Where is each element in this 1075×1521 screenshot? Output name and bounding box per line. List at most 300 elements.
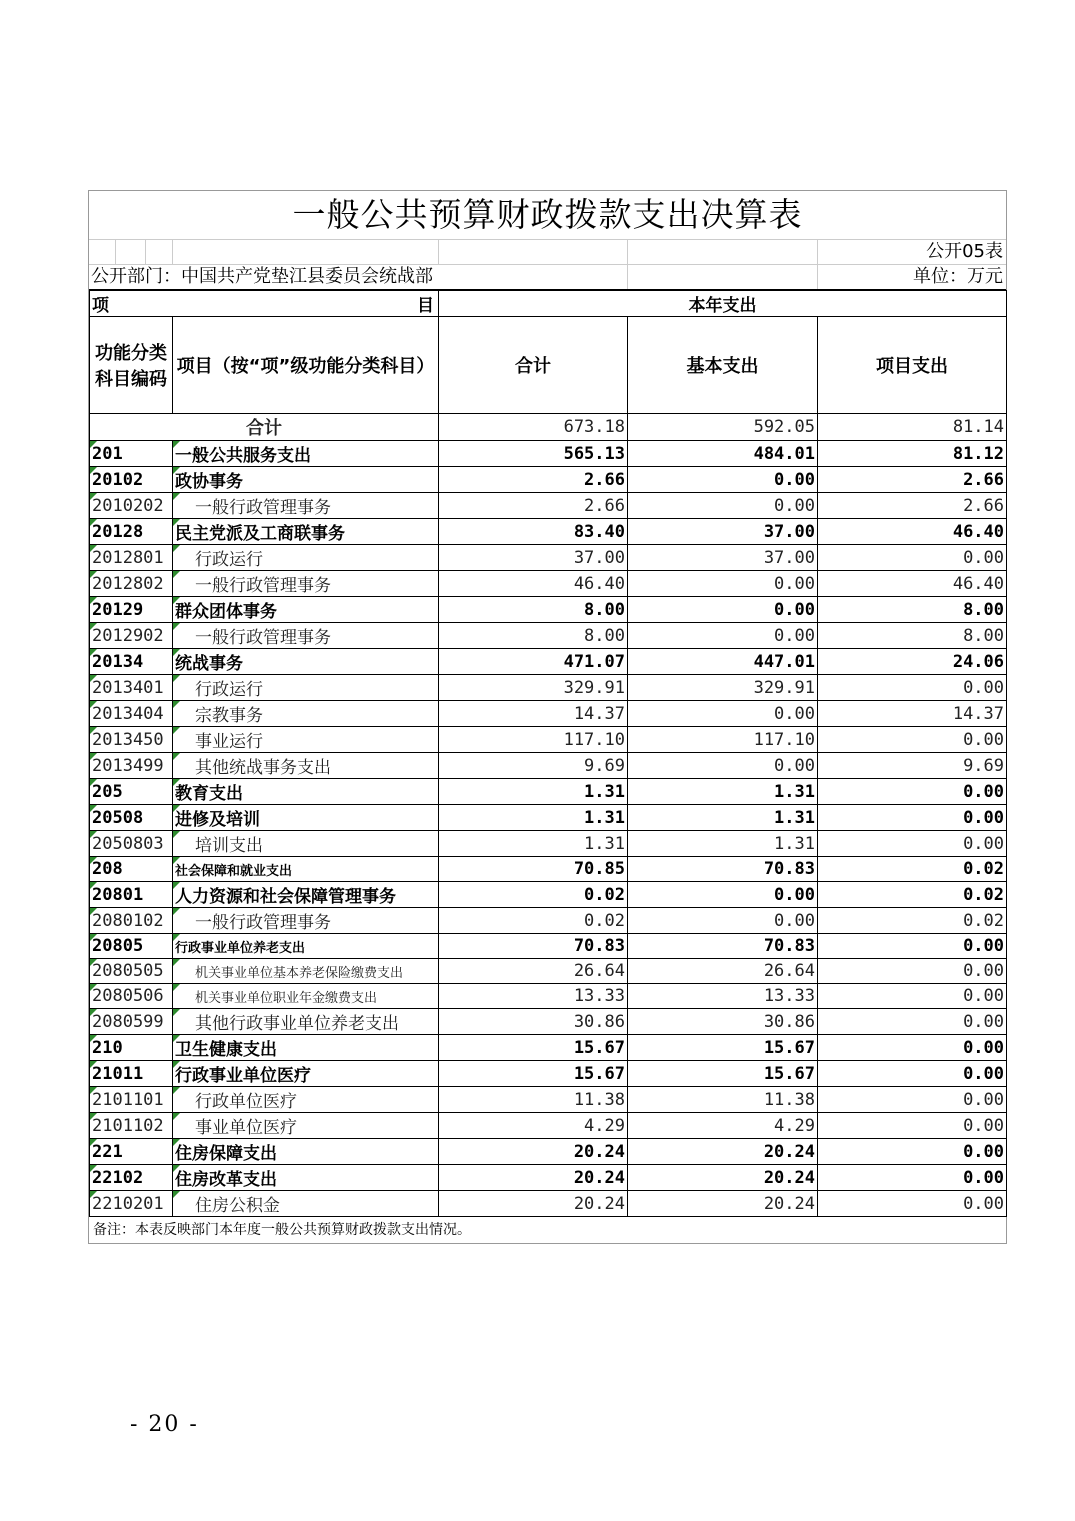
row-project-text: 0.00 bbox=[963, 1011, 1005, 1032]
row-code bbox=[90, 779, 173, 805]
row-project-text: 0.00 bbox=[963, 1141, 1005, 1162]
table-row bbox=[90, 1113, 1007, 1139]
row-project bbox=[818, 649, 1007, 675]
header-row-2 bbox=[90, 317, 1007, 414]
row-code bbox=[90, 908, 173, 934]
table-row bbox=[90, 649, 1007, 675]
row-code bbox=[90, 493, 173, 519]
row-code bbox=[90, 1113, 173, 1139]
row-project-text: 2.66 bbox=[963, 495, 1005, 516]
row-name-text: 一般行政管理事务 bbox=[195, 628, 331, 648]
row-code-text: 2080599 bbox=[92, 1011, 164, 1032]
row-name-text: 卫生健康支出 bbox=[175, 1040, 277, 1060]
row-code-text: 2010202 bbox=[92, 495, 164, 516]
row-code-text: 2050803 bbox=[92, 833, 164, 854]
total-row bbox=[90, 414, 1007, 441]
grid-line bbox=[627, 240, 628, 264]
row-total-text: 565.13 bbox=[563, 443, 625, 464]
table-row bbox=[90, 805, 1007, 831]
grid-line bbox=[145, 240, 146, 264]
row-basic-text: 1.31 bbox=[774, 807, 815, 828]
row-basic bbox=[628, 857, 818, 882]
row-name-text: 教育支出 bbox=[175, 784, 243, 804]
row-project bbox=[818, 753, 1007, 779]
row-total bbox=[439, 1061, 628, 1087]
row-project bbox=[818, 597, 1007, 623]
row-name-text: 事业单位医疗 bbox=[195, 1118, 297, 1138]
row-code bbox=[90, 701, 173, 727]
row-project bbox=[818, 1113, 1007, 1139]
row-total bbox=[439, 984, 628, 1009]
row-basic bbox=[628, 519, 818, 545]
row-name-text: 机关事业单位基本养老保险缴费支出 bbox=[195, 965, 404, 981]
row-total bbox=[439, 701, 628, 727]
total-row-basic: 592.05 bbox=[628, 414, 818, 441]
row-name-text: 行政事业单位医疗 bbox=[175, 1066, 311, 1086]
row-code bbox=[90, 441, 173, 467]
row-basic bbox=[628, 1139, 818, 1165]
row-code bbox=[90, 571, 173, 597]
row-basic-text: 0.00 bbox=[774, 884, 815, 905]
row-name-text: 培训支出 bbox=[195, 836, 263, 856]
row-name-text: 行政单位医疗 bbox=[195, 1092, 297, 1112]
row-total-text: 15.67 bbox=[573, 1037, 625, 1058]
row-basic bbox=[628, 441, 818, 467]
row-name bbox=[173, 701, 439, 727]
row-total bbox=[439, 623, 628, 649]
row-project-text: 24.06 bbox=[952, 651, 1005, 672]
row-code-text: 2080102 bbox=[92, 910, 164, 931]
row-total-text: 20.24 bbox=[573, 1193, 625, 1214]
row-code-text: 2013450 bbox=[92, 729, 164, 750]
row-project-text: 0.00 bbox=[963, 677, 1005, 698]
row-code bbox=[90, 1035, 173, 1061]
department-label: 公开部门：中国共产党垫江县委员会统战部 bbox=[91, 266, 433, 287]
row-total bbox=[439, 493, 628, 519]
row-basic-text: 37.00 bbox=[763, 547, 815, 568]
row-project-text: 0.00 bbox=[963, 1193, 1005, 1214]
row-code-text: 20508 bbox=[92, 807, 144, 828]
row-total-text: 46.40 bbox=[573, 573, 625, 594]
row-project bbox=[818, 493, 1007, 519]
row-project-text: 8.00 bbox=[963, 599, 1005, 620]
row-basic-text: 20.24 bbox=[763, 1167, 815, 1188]
item-header-2: 目 bbox=[417, 296, 434, 316]
row-basic-text: 20.24 bbox=[763, 1141, 815, 1162]
row-name bbox=[173, 882, 439, 908]
row-project-text: 0.00 bbox=[963, 1089, 1005, 1110]
row-code-text: 2210201 bbox=[92, 1193, 164, 1214]
row-project-text: 14.37 bbox=[952, 703, 1005, 724]
row-name-text: 群众团体事务 bbox=[175, 602, 277, 622]
row-total-text: 15.67 bbox=[573, 1063, 625, 1084]
row-name bbox=[173, 753, 439, 779]
row-project bbox=[818, 545, 1007, 571]
row-project-text: 0.00 bbox=[963, 1037, 1005, 1058]
item-header-cell bbox=[90, 291, 439, 317]
row-project-text: 8.00 bbox=[963, 625, 1005, 646]
row-basic-text: 0.00 bbox=[774, 495, 815, 516]
row-project bbox=[818, 1061, 1007, 1087]
row-total-text: 26.64 bbox=[573, 961, 625, 981]
row-code-text: 20102 bbox=[92, 469, 144, 490]
row-code-text: 2013401 bbox=[92, 677, 164, 698]
row-project bbox=[818, 441, 1007, 467]
row-project bbox=[818, 701, 1007, 727]
row-project-text: 0.00 bbox=[963, 807, 1005, 828]
row-total-text: 329.91 bbox=[563, 677, 625, 698]
row-total-text: 0.02 bbox=[584, 910, 625, 931]
grid-line bbox=[115, 240, 116, 264]
row-project-text: 9.69 bbox=[963, 755, 1005, 776]
row-project-text: 0.02 bbox=[963, 884, 1005, 905]
row-basic bbox=[628, 571, 818, 597]
grid-line bbox=[627, 265, 628, 289]
row-code bbox=[90, 1061, 173, 1087]
row-total-text: 471.07 bbox=[563, 651, 625, 672]
row-project bbox=[818, 908, 1007, 934]
row-basic-text: 447.01 bbox=[753, 651, 815, 672]
row-total bbox=[439, 1113, 628, 1139]
expense-table bbox=[89, 290, 1007, 1217]
row-total bbox=[439, 857, 628, 882]
row-project bbox=[818, 984, 1007, 1009]
row-code bbox=[90, 882, 173, 908]
row-name-text: 一般行政管理事务 bbox=[195, 913, 331, 933]
row-total-text: 0.02 bbox=[584, 884, 625, 905]
row-basic-text: 329.91 bbox=[753, 677, 815, 698]
row-name bbox=[173, 1009, 439, 1035]
row-code-text: 221 bbox=[92, 1141, 123, 1162]
row-total-text: 2.66 bbox=[584, 469, 625, 490]
row-name bbox=[173, 1139, 439, 1165]
row-code-text: 2101101 bbox=[92, 1089, 164, 1110]
total-row-total: 673.18 bbox=[439, 414, 628, 441]
row-code-text: 2080505 bbox=[92, 961, 164, 981]
row-project-text: 0.00 bbox=[963, 986, 1005, 1006]
form-number: 公开05表 bbox=[926, 241, 1003, 262]
sheet-title: 一般公共预算财政拨款支出决算表 bbox=[89, 191, 1006, 240]
row-name bbox=[173, 493, 439, 519]
row-project-text: 0.00 bbox=[963, 961, 1005, 981]
code-header: 功能分类科目编码 bbox=[90, 317, 173, 414]
row-project-text: 0.00 bbox=[963, 781, 1005, 802]
table-row bbox=[90, 1165, 1007, 1191]
row-total bbox=[439, 1165, 628, 1191]
row-project bbox=[818, 959, 1007, 984]
row-basic-text: 37.00 bbox=[763, 521, 815, 542]
row-total-text: 13.33 bbox=[573, 986, 625, 1006]
table-row bbox=[90, 934, 1007, 959]
total-row-project: 81.14 bbox=[818, 414, 1007, 441]
row-code-text: 20129 bbox=[92, 599, 144, 620]
row-project bbox=[818, 1191, 1007, 1217]
row-code-text: 210 bbox=[92, 1037, 123, 1058]
row-code bbox=[90, 519, 173, 545]
row-total bbox=[439, 882, 628, 908]
row-name bbox=[173, 597, 439, 623]
row-name bbox=[173, 1113, 439, 1139]
table-row bbox=[90, 441, 1007, 467]
row-project-text: 0.00 bbox=[963, 547, 1005, 568]
row-total bbox=[439, 908, 628, 934]
row-code bbox=[90, 1009, 173, 1035]
row-basic-text: 0.00 bbox=[774, 599, 815, 620]
row-total bbox=[439, 1191, 628, 1217]
table-row bbox=[90, 1139, 1007, 1165]
row-basic-text: 1.31 bbox=[774, 833, 815, 854]
row-name-text: 宗教事务 bbox=[195, 706, 263, 726]
table-row bbox=[90, 467, 1007, 493]
row-name-text: 行政事业单位养老支出 bbox=[175, 940, 306, 956]
table-row bbox=[90, 779, 1007, 805]
row-name bbox=[173, 934, 439, 959]
row-code-text: 201 bbox=[92, 443, 123, 464]
row-code-text: 22102 bbox=[92, 1167, 144, 1188]
table-row bbox=[90, 1087, 1007, 1113]
row-total-text: 4.29 bbox=[584, 1115, 625, 1136]
project-header: 项目支出 bbox=[818, 317, 1007, 414]
row-project bbox=[818, 857, 1007, 882]
table-row bbox=[90, 519, 1007, 545]
row-code bbox=[90, 1191, 173, 1217]
row-total bbox=[439, 727, 628, 753]
table-row bbox=[90, 493, 1007, 519]
row-basic-text: 26.64 bbox=[763, 961, 815, 981]
row-basic bbox=[628, 545, 818, 571]
table-row bbox=[90, 1061, 1007, 1087]
row-total-text: 1.31 bbox=[584, 781, 625, 802]
row-project bbox=[818, 675, 1007, 701]
table-row bbox=[90, 1009, 1007, 1035]
row-name-text: 进修及培训 bbox=[175, 810, 260, 830]
row-project-text: 0.02 bbox=[963, 859, 1005, 879]
row-name bbox=[173, 1087, 439, 1113]
budget-sheet bbox=[88, 190, 1007, 1244]
row-basic-text: 13.33 bbox=[763, 986, 815, 1006]
row-name-text: 统战事务 bbox=[175, 654, 243, 674]
row-code-text: 208 bbox=[92, 859, 123, 879]
row-total-text: 1.31 bbox=[584, 807, 625, 828]
row-total-text: 20.24 bbox=[573, 1167, 625, 1188]
total-header: 合计 bbox=[439, 317, 628, 414]
row-basic bbox=[628, 1061, 818, 1087]
row-name-text: 一般公共服务支出 bbox=[175, 446, 311, 466]
row-name-text: 行政运行 bbox=[195, 550, 263, 570]
row-code bbox=[90, 545, 173, 571]
row-project bbox=[818, 934, 1007, 959]
row-code bbox=[90, 857, 173, 882]
row-project bbox=[818, 1035, 1007, 1061]
table-row bbox=[90, 1035, 1007, 1061]
row-project-text: 0.00 bbox=[963, 936, 1005, 956]
page-number: - 20 - bbox=[130, 1412, 199, 1437]
row-project bbox=[818, 571, 1007, 597]
table-row bbox=[90, 597, 1007, 623]
name-header: 项目（按“项”级功能分类科目） bbox=[173, 317, 439, 414]
row-project bbox=[818, 779, 1007, 805]
row-total bbox=[439, 1087, 628, 1113]
grid-line bbox=[817, 265, 818, 289]
row-code bbox=[90, 1139, 173, 1165]
row-total-text: 8.00 bbox=[584, 599, 625, 620]
row-project-text: 0.00 bbox=[963, 833, 1005, 854]
row-project bbox=[818, 467, 1007, 493]
total-row-label: 合计 bbox=[90, 414, 439, 441]
row-total-text: 30.86 bbox=[573, 1011, 625, 1032]
row-code bbox=[90, 467, 173, 493]
department-row bbox=[89, 265, 1006, 290]
row-total bbox=[439, 649, 628, 675]
row-project-text: 46.40 bbox=[952, 521, 1005, 542]
row-total bbox=[439, 1035, 628, 1061]
row-code bbox=[90, 805, 173, 831]
unit-label: 单位：万元 bbox=[913, 266, 1003, 287]
table-row bbox=[90, 675, 1007, 701]
row-total-text: 37.00 bbox=[573, 547, 625, 568]
row-code bbox=[90, 934, 173, 959]
row-code bbox=[90, 959, 173, 984]
row-name-text: 住房公积金 bbox=[195, 1196, 280, 1216]
row-total-text: 70.85 bbox=[573, 859, 625, 879]
row-basic-text: 0.00 bbox=[774, 755, 815, 776]
row-basic bbox=[628, 959, 818, 984]
row-basic-text: 4.29 bbox=[774, 1115, 815, 1136]
row-project bbox=[818, 831, 1007, 857]
row-code bbox=[90, 1087, 173, 1113]
row-code-text: 20805 bbox=[92, 936, 144, 956]
row-basic bbox=[628, 467, 818, 493]
row-project-text: 0.00 bbox=[963, 1063, 1005, 1084]
row-project bbox=[818, 882, 1007, 908]
row-project bbox=[818, 1139, 1007, 1165]
table-row bbox=[90, 908, 1007, 934]
row-basic bbox=[628, 908, 818, 934]
row-basic-text: 0.00 bbox=[774, 469, 815, 490]
row-total-text: 9.69 bbox=[584, 755, 625, 776]
row-project bbox=[818, 727, 1007, 753]
row-name-text: 住房保障支出 bbox=[175, 1144, 277, 1164]
row-basic-text: 20.24 bbox=[763, 1193, 815, 1214]
row-basic-text: 0.00 bbox=[774, 625, 815, 646]
row-code-text: 2012801 bbox=[92, 547, 164, 568]
row-total bbox=[439, 571, 628, 597]
row-basic bbox=[628, 882, 818, 908]
row-total bbox=[439, 1009, 628, 1035]
grid-line bbox=[172, 240, 173, 264]
row-project-text: 0.02 bbox=[963, 910, 1005, 931]
row-name bbox=[173, 1061, 439, 1087]
row-total bbox=[439, 519, 628, 545]
row-name-text: 其他行政事业单位养老支出 bbox=[195, 1014, 399, 1034]
row-name bbox=[173, 649, 439, 675]
row-total bbox=[439, 467, 628, 493]
row-code-text: 205 bbox=[92, 781, 123, 802]
row-name-text: 机关事业单位职业年金缴费支出 bbox=[195, 990, 378, 1006]
row-code-text: 2101102 bbox=[92, 1115, 164, 1136]
row-code-text: 20128 bbox=[92, 521, 144, 542]
row-basic bbox=[628, 831, 818, 857]
table-row bbox=[90, 959, 1007, 984]
row-total-text: 117.10 bbox=[563, 729, 625, 750]
row-total bbox=[439, 753, 628, 779]
row-project bbox=[818, 623, 1007, 649]
table-row bbox=[90, 831, 1007, 857]
row-basic bbox=[628, 779, 818, 805]
row-total bbox=[439, 805, 628, 831]
row-name-text: 人力资源和社会保障管理事务 bbox=[175, 887, 396, 907]
row-name bbox=[173, 908, 439, 934]
row-name bbox=[173, 1165, 439, 1191]
table-row bbox=[90, 882, 1007, 908]
row-basic bbox=[628, 597, 818, 623]
row-basic bbox=[628, 623, 818, 649]
row-name bbox=[173, 1191, 439, 1217]
row-total-text: 1.31 bbox=[584, 833, 625, 854]
row-basic-text: 0.00 bbox=[774, 703, 815, 724]
row-basic bbox=[628, 1191, 818, 1217]
row-name-text: 事业运行 bbox=[195, 732, 263, 752]
row-basic bbox=[628, 1035, 818, 1061]
row-code-text: 2013404 bbox=[92, 703, 164, 724]
row-basic-text: 484.01 bbox=[753, 443, 815, 464]
row-total bbox=[439, 831, 628, 857]
row-code-text: 2013499 bbox=[92, 755, 164, 776]
row-total bbox=[439, 1139, 628, 1165]
row-project bbox=[818, 519, 1007, 545]
row-total-text: 83.40 bbox=[573, 521, 625, 542]
row-name bbox=[173, 857, 439, 882]
grid-line bbox=[438, 240, 439, 264]
row-project bbox=[818, 1009, 1007, 1035]
row-total bbox=[439, 959, 628, 984]
table-row bbox=[90, 857, 1007, 882]
row-basic bbox=[628, 1087, 818, 1113]
row-name bbox=[173, 623, 439, 649]
row-name-text: 政协事务 bbox=[175, 472, 243, 492]
row-name bbox=[173, 727, 439, 753]
row-basic bbox=[628, 649, 818, 675]
table-row bbox=[90, 623, 1007, 649]
row-name-text: 民主党派及工商联事务 bbox=[175, 524, 345, 544]
row-name bbox=[173, 1035, 439, 1061]
row-name bbox=[173, 545, 439, 571]
row-basic-text: 0.00 bbox=[774, 573, 815, 594]
row-project-text: 0.00 bbox=[963, 1167, 1005, 1188]
row-name bbox=[173, 571, 439, 597]
row-project-text: 81.12 bbox=[952, 443, 1005, 464]
row-code bbox=[90, 984, 173, 1009]
table-row bbox=[90, 571, 1007, 597]
row-name-text: 住房改革支出 bbox=[175, 1170, 277, 1190]
row-name-text: 一般行政管理事务 bbox=[195, 576, 331, 596]
row-project-text: 0.00 bbox=[963, 729, 1005, 750]
row-name bbox=[173, 441, 439, 467]
row-basic-text: 15.67 bbox=[763, 1063, 815, 1084]
year-expense-header: 本年支出 bbox=[439, 291, 1007, 317]
row-name-text: 社会保障和就业支出 bbox=[175, 863, 293, 879]
table-row bbox=[90, 753, 1007, 779]
row-code-text: 20801 bbox=[92, 884, 144, 905]
row-total bbox=[439, 441, 628, 467]
row-basic bbox=[628, 753, 818, 779]
basic-header: 基本支出 bbox=[628, 317, 818, 414]
row-name bbox=[173, 805, 439, 831]
row-code bbox=[90, 831, 173, 857]
row-name bbox=[173, 984, 439, 1009]
row-code bbox=[90, 1165, 173, 1191]
table-row bbox=[90, 701, 1007, 727]
